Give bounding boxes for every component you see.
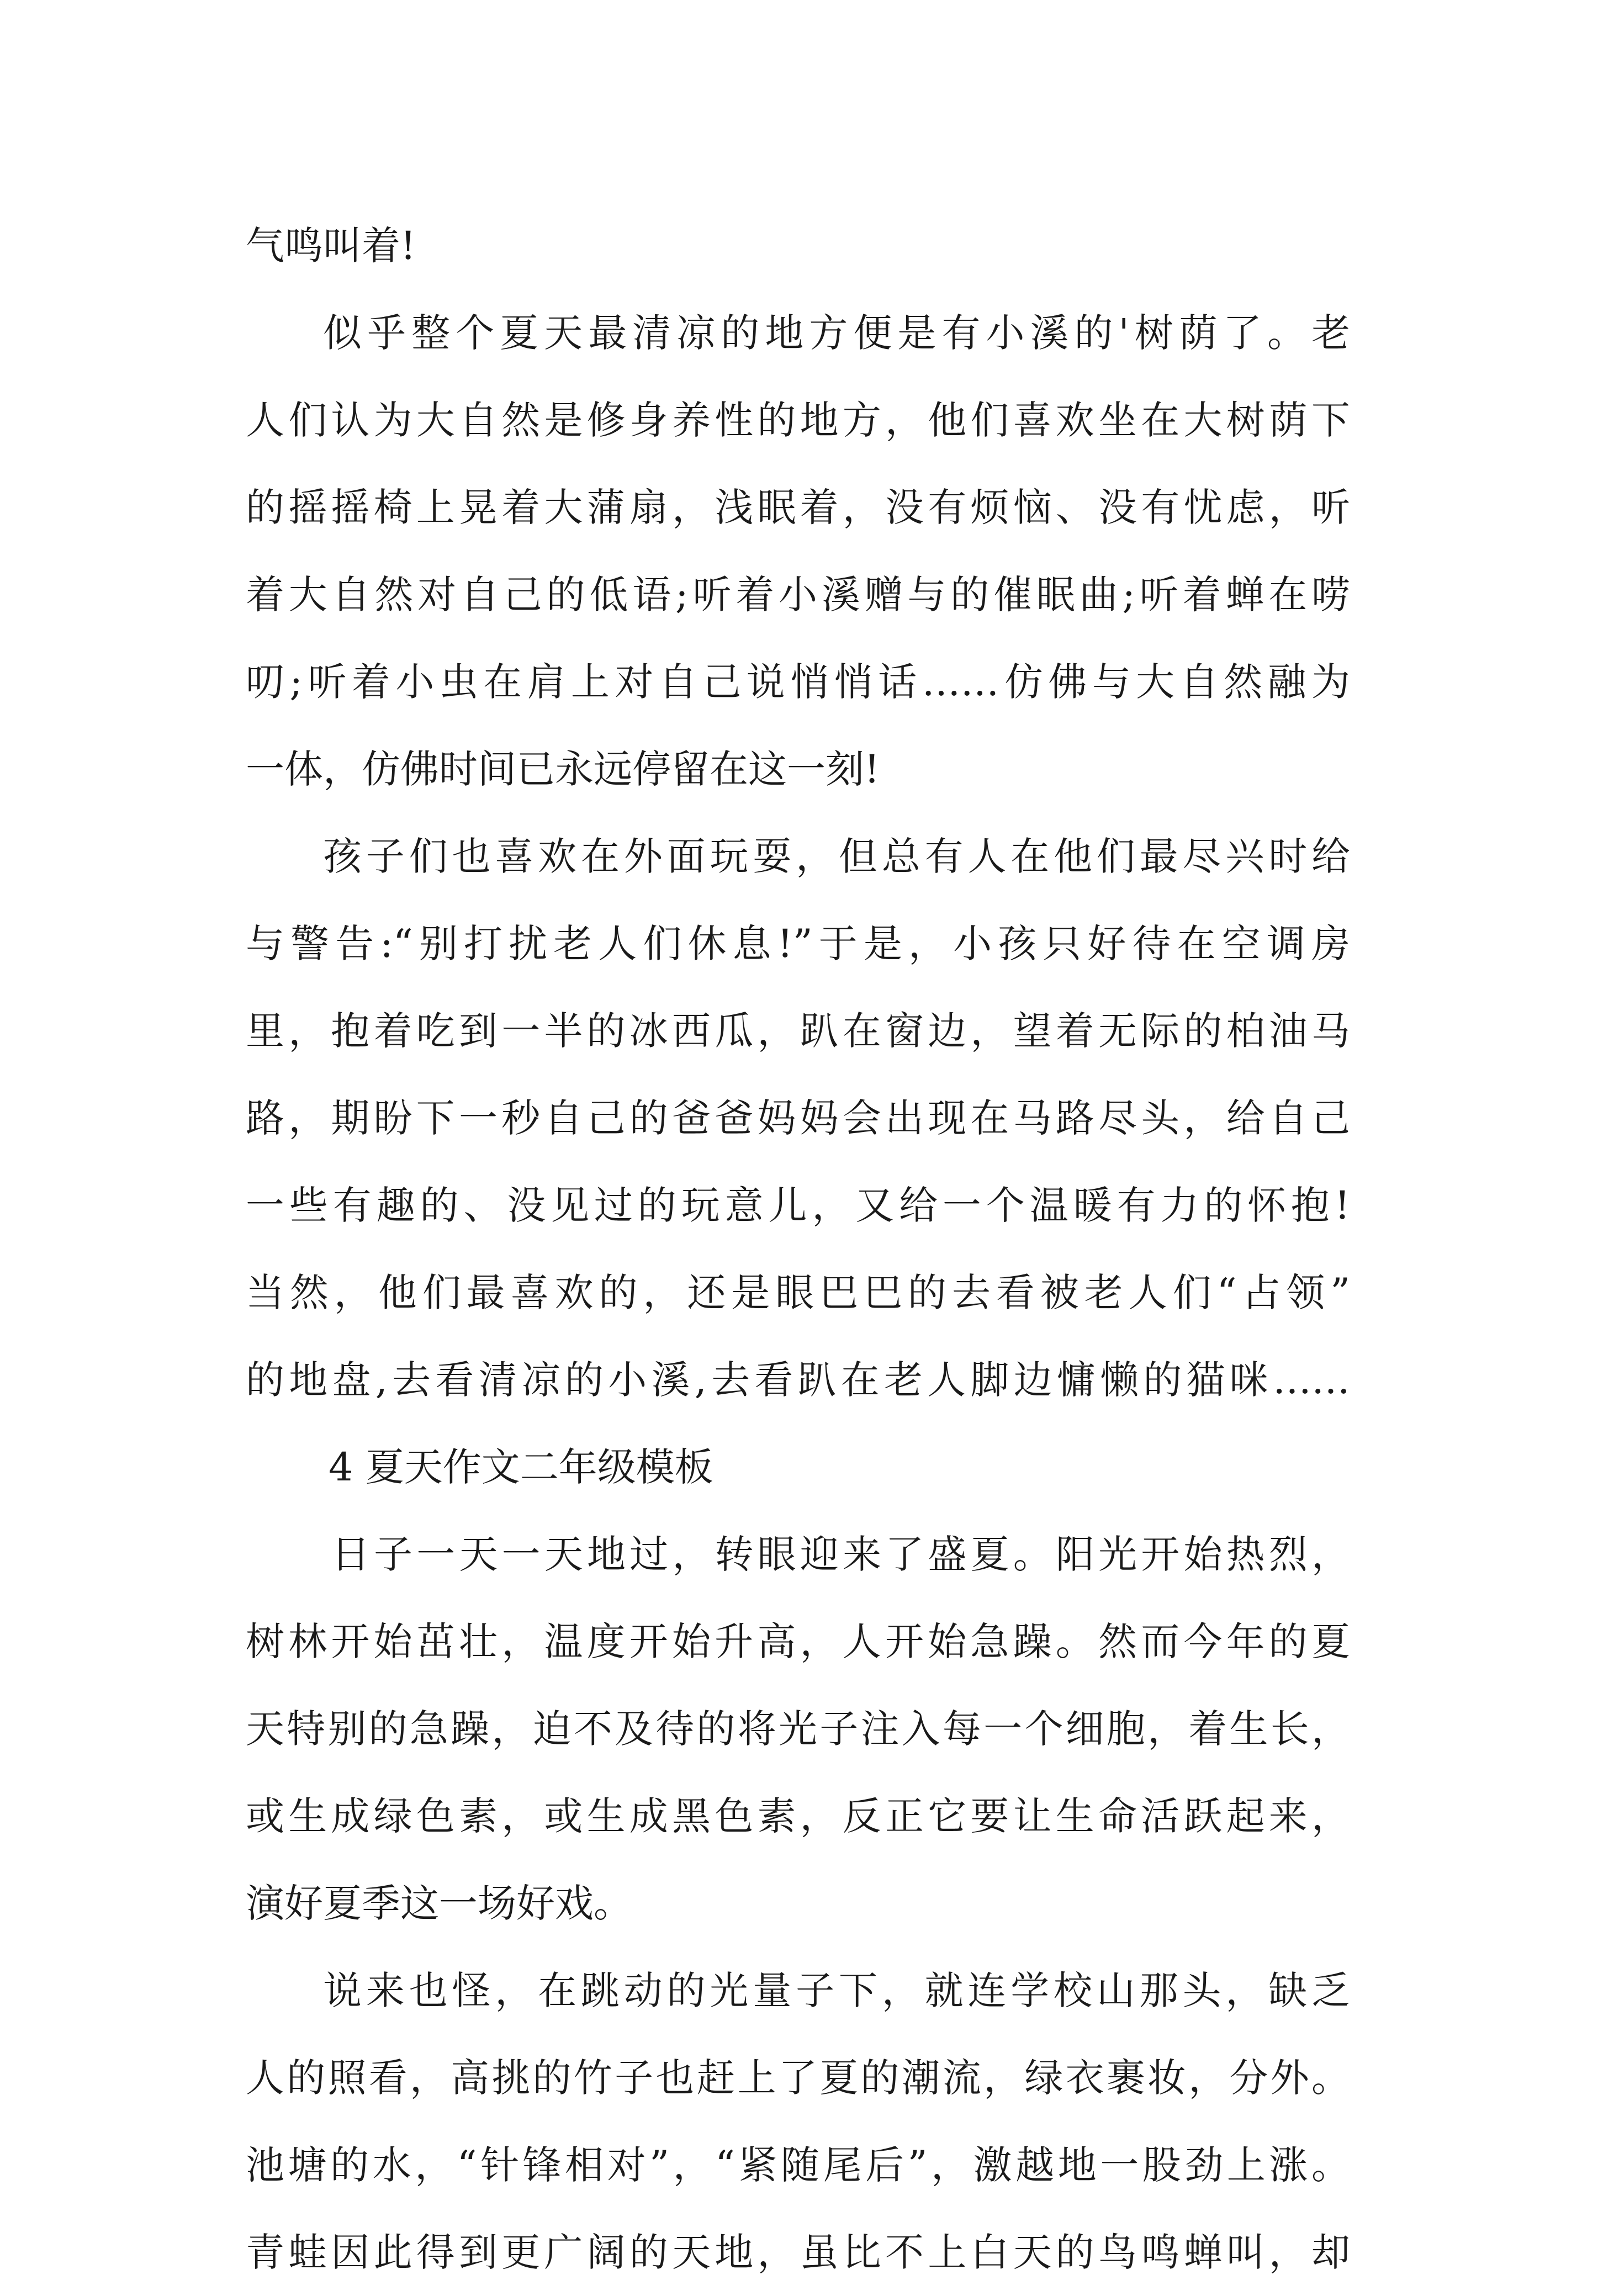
section-heading: 4 夏天作文二年级模板 <box>329 1445 713 1490</box>
document-body <box>246 202 1350 2296</box>
text-line: 路，期盼下一秒自己的爸爸妈妈会出现在马路尽头，给自己 <box>246 1096 1350 1141</box>
text-line: 气鸣叫着! <box>246 223 416 268</box>
paragraph-start-line: 日子一天一天地过，转眼迎来了盛夏。阳光开始热烈， <box>331 1532 1350 1577</box>
text-line: 的摇摇椅上晃着大蒲扇，浅眠着，没有烦恼、没有忧虑，听 <box>246 485 1350 530</box>
text-line: 天特别的急躁，迫不及待的将光子注入每一个细胞，着生长， <box>246 1706 1350 1752</box>
paragraph-start-line: 说来也怪，在跳动的光量子下，就连学校山那头，缺乏 <box>323 1968 1350 2013</box>
text-line: 一体，仿佛时间已永远停留在这一刻! <box>246 747 880 792</box>
text-line: 当然，他们最喜欢的，还是眼巴巴的去看被老人们“占领” <box>246 1270 1350 1315</box>
text-line: 人的照看，高挑的竹子也赶上了夏的潮流，绿衣裹妆，分外。 <box>246 2055 1350 2101</box>
text-line: 青蛙因此得到更广阔的天地，虽比不上白天的鸟鸣蝉叫，却 <box>246 2230 1350 2275</box>
paragraph-start-line: 似乎整个夏天最清凉的地方便是有小溪的'树荫了。老 <box>323 310 1350 356</box>
text-line: 与警告:“别打扰老人们休息!”于是，小孩只好待在空调房 <box>246 921 1350 966</box>
text-line: 里，抱着吃到一半的冰西瓜，趴在窗边，望着无际的柏油马 <box>246 1008 1350 1054</box>
text-line: 池塘的水，“针锋相对”，“紧随尾后”，激越地一股劲上涨。 <box>246 2142 1350 2188</box>
text-line: 一些有趣的、没见过的玩意儿，又给一个温暖有力的怀抱! <box>246 1183 1350 1228</box>
text-line: 的地盘,去看清凉的小溪,去看趴在老人脚边慵懒的猫咪…… <box>246 1357 1350 1403</box>
paragraph-start-line: 孩子们也喜欢在外面玩耍，但总有人在他们最尽兴时给 <box>323 834 1350 879</box>
text-line: 树林开始茁壮，温度开始升高，人开始急躁。然而今年的夏 <box>246 1619 1350 1664</box>
text-line: 人们认为大自然是修身养性的地方，他们喜欢坐在大树荫下 <box>246 398 1350 443</box>
text-line: 演好夏季这一场好戏。 <box>246 1881 632 1926</box>
text-line: 叨;听着小虫在肩上对自己说悄悄话……仿佛与大自然融为 <box>246 659 1350 705</box>
text-line: 着大自然对自己的低语;听着小溪赠与的催眠曲;听着蝉在唠 <box>246 572 1350 617</box>
text-line: 或生成绿色素，或生成黑色素，反正它要让生命活跃起来， <box>246 1794 1350 1839</box>
